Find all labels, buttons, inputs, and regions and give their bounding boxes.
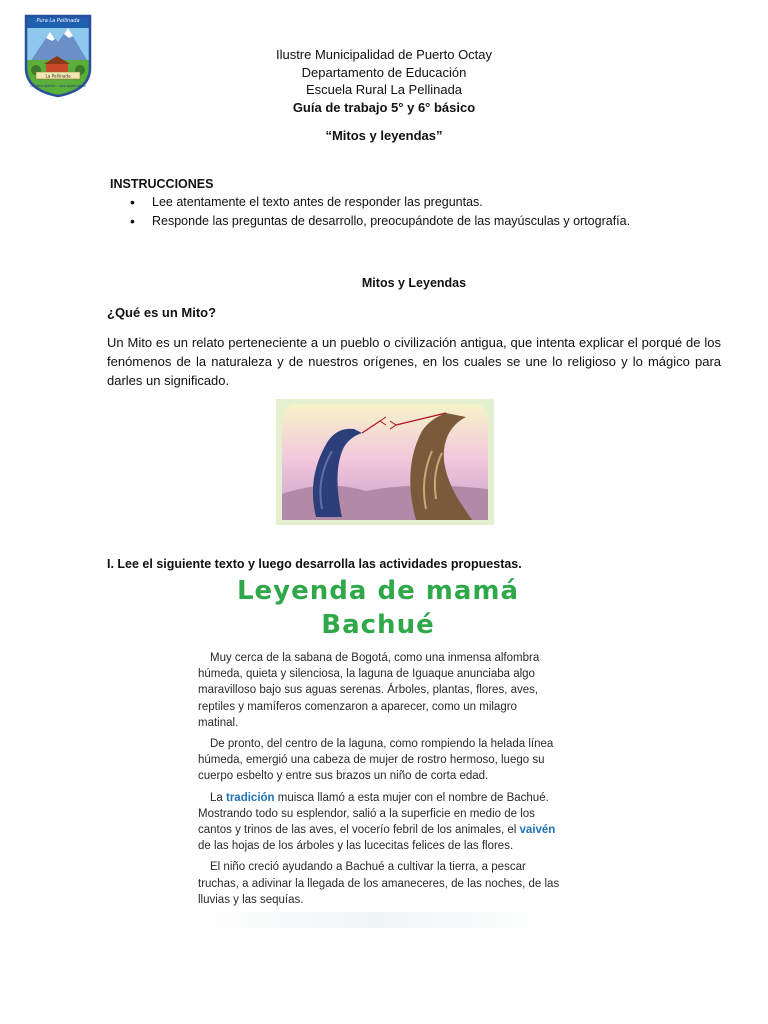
legend-paragraph-4: El niño creció ayudando a Bachué a cultivar la tierra, a pescar truchas, a adivinar la llegada de los amaneceres, de las noches, de las lluvias y las sequías. [198, 861, 560, 906]
question-heading: ¿Qué es un Mito? [107, 305, 217, 320]
legend-title-line-1: Leyenda de mamá [236, 576, 520, 606]
legend-paragraph-1: Muy cerca de la sabana de Bogotá, como una inmensa alfombra húmeda, quieta y silenciosa, la laguna de Iguaque anunciaba algo maravilloso bajo sus aguas serenas. Árboles, plantas, flores, aves, reptiles y mamíferos comenzaron a aparecer, como un milagro matinal. [198, 652, 540, 729]
section-title: Mitos y Leyendas [361, 276, 467, 290]
highlight-word-vaiven: vaivén [519, 824, 556, 837]
legend-text-segment: muisca llamó a esta mujer con el nombre de Bachué. Mostrando todo su esplendor, salió a la superficie en medio de los cantos y trinos de las aves, el vocerío febril de los animales, el [198, 791, 549, 837]
legend-text-segment: de las hojas de los árboles y las lucecitas felices de las flores. [198, 840, 514, 853]
legend-text-segment: La [210, 791, 226, 804]
activity-instruction: I. Lee el siguiente texto y luego desarrolla las actividades propuestas. [107, 557, 522, 571]
instructions-heading: INSTRUCCIONES [110, 177, 214, 191]
legend-text [198, 650, 560, 913]
crest-banner-text: Pura La Pellinada [36, 18, 80, 24]
department-line: Departamento de Educación [301, 64, 467, 80]
highlight-word-tradicion: tradición [226, 791, 275, 804]
document-title: “Mitos y leyendas” [325, 128, 443, 143]
legend-paragraph-2: De pronto, del centro de la laguna, como rompiendo la helada línea húmeda, emergió una cabeza de mujer de rostro hermoso, luego su cuerpo esbelto y entre sus brazos un niño de corta edad. [198, 738, 554, 783]
crest-motto-text: Un libro abierto... una oportunidad [30, 84, 86, 88]
guide-line: Guía de trabajo 5° y 6° básico [292, 99, 476, 115]
instruction-item: • Responde las preguntas de desarrollo, preocupándote de las mayúsculas y ortografía. [130, 212, 630, 231]
myth-definition-paragraph: Un Mito es un relato perteneciente a un pueblo o civilización antigua, que intenta explicar el porqué de los fenómenos de la naturaleza y de nuestros orígenes, en los cuales se une lo religioso y lo mágico para darles un significado. [107, 335, 721, 388]
instruction-item: • Lee atentamente el texto antes de responder las preguntas. [130, 193, 630, 212]
instructions-list [130, 193, 630, 231]
school-line: Escuela Rural La Pellinada [305, 82, 463, 97]
serpents-illustration [276, 399, 494, 525]
document-header [0, 46, 768, 116]
legend-paragraph-3 [198, 790, 560, 855]
legend-title-line-2: Bachué [321, 610, 435, 640]
legend-title [186, 574, 570, 642]
scan-fade-strip [195, 912, 555, 928]
municipality-line: Ilustre Municipalidad de Puerto Octay [275, 47, 493, 62]
crest-ribbon-text: La Pellinada [45, 73, 71, 79]
